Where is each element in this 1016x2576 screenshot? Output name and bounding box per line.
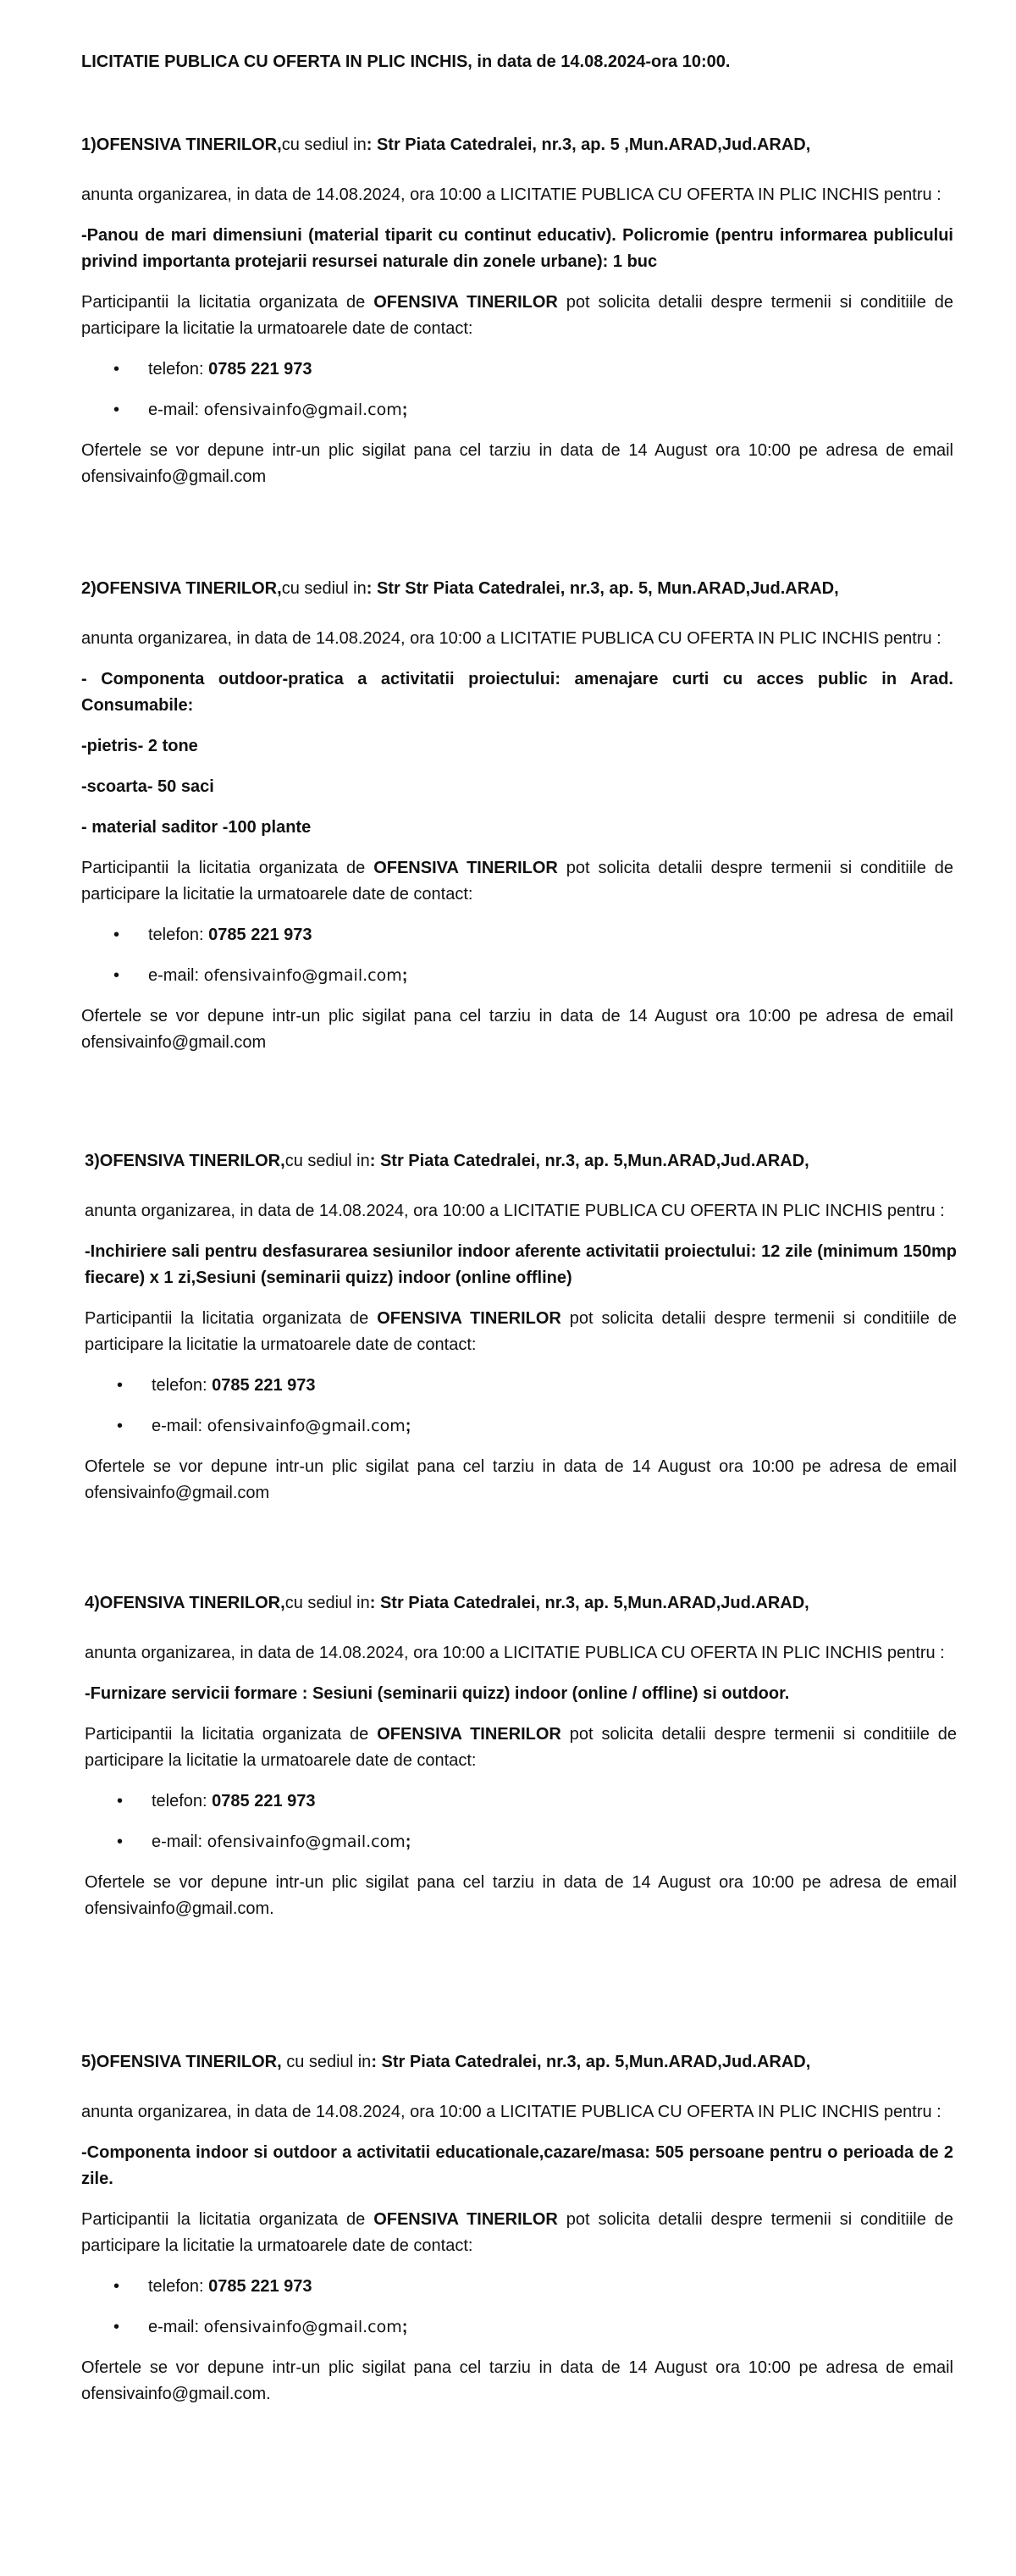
closing-text: Ofertele se vor depune intr-un plic sigilat pana cel tarziu in data de 14 August ora 10:00 pe adresa de email ofensivainfo@gmail.com. [81, 2358, 953, 2403]
notice-section-2 [81, 576, 953, 1056]
participants-text: Participantii la licitatia organizata de OFENSIVA TINERILOR pot solicita detalii despre termenii si conditiile de participare la licitatie la urmatoarele date de contact: [81, 859, 953, 904]
section-heading: 4)OFENSIVA TINERILOR,cu sediul in: Str Piata Catedralei, nr.3, ap. 5,Mun.ARAD,Jud.ARAD, [85, 1594, 809, 1612]
notice-section-1 [81, 132, 953, 490]
contact-phone: • telefon: 0785 221 973 [85, 1788, 957, 1829]
closing-text: Ofertele se vor depune intr-un plic sigilat pana cel tarziu in data de 14 August ora 10:00 pe adresa de email ofensivainfo@gmail.com. [85, 1873, 957, 1918]
lot-item: -pietris- 2 tone [81, 737, 198, 755]
contact-list [81, 357, 953, 438]
page-title: LICITATIE PUBLICA CU OFERTA IN PLIC INCHIS, in data de 14.08.2024-ora 10:00. [81, 53, 731, 71]
closing-text: Ofertele se vor depune intr-un plic sigilat pana cel tarziu in data de 14 August ora 10:00 pe adresa de email ofensivainfo@gmail.com [81, 1007, 953, 1052]
participants-text: Participantii la licitatia organizata de OFENSIVA TINERILOR pot solicita detalii despre termenii si conditiile de participare la licitatie la urmatoarele date de contact: [85, 1309, 957, 1354]
contact-list [85, 1788, 957, 1870]
contact-phone: • telefon: 0785 221 973 [85, 1373, 957, 1413]
participants-text: Participantii la licitatia organizata de OFENSIVA TINERILOR pot solicita detalii despre termenii si conditiile de participare la licitatie la urmatoarele date de contact: [85, 1725, 957, 1770]
notice-section-3 [85, 1148, 957, 1506]
lot-item: -scoarta- 50 saci [81, 777, 214, 796]
closing-text: Ofertele se vor depune intr-un plic sigilat pana cel tarziu in data de 14 August ora 10:00 pe adresa de email ofensivainfo@gmail.com [85, 1457, 957, 1502]
announce-text: anunta organizarea, in data de 14.08.2024, ora 10:00 a LICITATIE PUBLICA CU OFERTA IN PLIC INCHIS pentru : [85, 1644, 945, 1662]
contact-list [81, 922, 953, 1003]
lot-item: - material saditor -100 plante [81, 818, 312, 837]
participants-text: Participantii la licitatia organizata de OFENSIVA TINERILOR pot solicita detalii despre termenii si conditiile de participare la licitatie la urmatoarele date de contact: [81, 2210, 953, 2255]
contact-email: • e-mail: ofensivainfo@gmail.com; [81, 2314, 953, 2355]
contact-email: • e-mail: ofensivainfo@gmail.com; [81, 963, 953, 1003]
closing-text: Ofertele se vor depune intr-un plic sigilat pana cel tarziu in data de 14 August ora 10:00 pe adresa de email ofensivainfo@gmail.com [81, 441, 953, 486]
lot-item: -Panou de mari dimensiuni (material tiparit cu continut educativ). Policromie (pentru informarea publicului privind importanta protejarii resursei naturale din zonele urbane): 1 buc [81, 226, 953, 271]
lot-item: -Componenta indoor si outdoor a activitatii educationale,cazare/masa: 505 persoane pentru o perioada de 2 zile. [81, 2143, 953, 2188]
section-heading: 2)OFENSIVA TINERILOR,cu sediul in: Str Str Piata Catedralei, nr.3, ap. 5, Mun.ARAD,Jud.ARAD, [81, 579, 839, 598]
contact-email: • e-mail: ofensivainfo@gmail.com; [85, 1829, 957, 1870]
contact-email: • e-mail: ofensivainfo@gmail.com; [85, 1413, 957, 1454]
notice-section-4 [85, 1590, 957, 1922]
announce-text: anunta organizarea, in data de 14.08.2024, ora 10:00 a LICITATIE PUBLICA CU OFERTA IN PLIC INCHIS pentru : [81, 185, 941, 204]
lot-item: -Furnizare servicii formare : Sesiuni (seminarii quizz) indoor (online / offline) si outdoor. [85, 1684, 790, 1703]
announce-text: anunta organizarea, in data de 14.08.2024, ora 10:00 a LICITATIE PUBLICA CU OFERTA IN PLIC INCHIS pentru : [85, 1202, 945, 1220]
lot-item: - Componenta outdoor-pratica a activitatii proiectului: amenajare curti cu acces public in Arad. Consumabile: [81, 670, 953, 715]
contact-email: • e-mail: ofensivainfo@gmail.com; [81, 397, 953, 438]
section-heading: 1)OFENSIVA TINERILOR,cu sediul in: Str Piata Catedralei, nr.3, ap. 5 ,Mun.ARAD,Jud.ARAD, [81, 135, 811, 154]
contact-list [85, 1373, 957, 1454]
contact-phone: • telefon: 0785 221 973 [81, 2274, 953, 2314]
contact-list [81, 2274, 953, 2355]
section-heading: 3)OFENSIVA TINERILOR,cu sediul in: Str Piata Catedralei, nr.3, ap. 5,Mun.ARAD,Jud.ARAD, [85, 1152, 809, 1170]
announce-text: anunta organizarea, in data de 14.08.2024, ora 10:00 a LICITATIE PUBLICA CU OFERTA IN PLIC INCHIS pentru : [81, 2103, 941, 2121]
contact-phone: • telefon: 0785 221 973 [81, 922, 953, 963]
contact-phone: • telefon: 0785 221 973 [81, 357, 953, 397]
participants-text: Participantii la licitatia organizata de OFENSIVA TINERILOR pot solicita detalii despre termenii si conditiile de participare la licitatie la urmatoarele date de contact: [81, 293, 953, 338]
announce-text: anunta organizarea, in data de 14.08.2024, ora 10:00 a LICITATIE PUBLICA CU OFERTA IN PLIC INCHIS pentru : [81, 629, 941, 648]
section-heading: 5)OFENSIVA TINERILOR, cu sediul in: Str Piata Catedralei, nr.3, ap. 5,Mun.ARAD,Jud.ARAD, [81, 2053, 811, 2071]
notice-section-5 [81, 2049, 953, 2407]
lot-item: -Inchiriere sali pentru desfasurarea sesiunilor indoor aferente activitatii proiectului: 12 zile (minimum 150mp fiecare) x 1 zi,Sesiuni (seminarii quizz) indoor (online offline) [85, 1242, 957, 1287]
